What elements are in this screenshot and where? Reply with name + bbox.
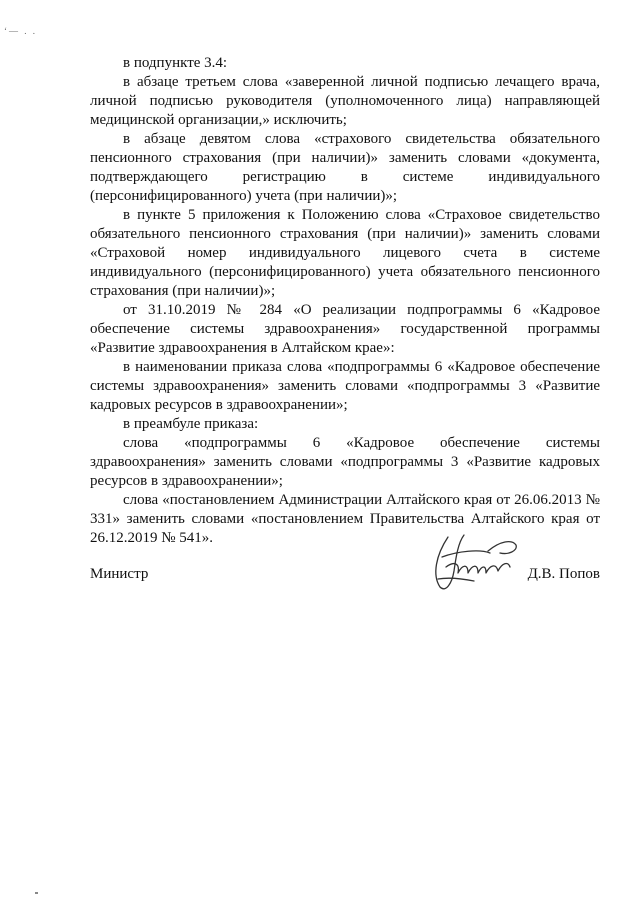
- signature-block: [90, 563, 600, 591]
- paragraph-6: в наименовании приказа слова «подпрограммы 6 «Кадровое обеспечение системы здравоохранения» заменить словами «подпрограммы 3 «Развитие кадровых ресурсов в здравоохранении»;: [90, 359, 600, 413]
- scan-artifact-marks: ‘— . .: [4, 26, 37, 36]
- paragraph-8: слова «подпрограммы 6 «Кадровое обеспечение системы здравоохранения» заменить словами «подпрограммы 3 «Развитие кадровых ресурсов в здравоохранении»;: [90, 435, 600, 489]
- paragraph-1: в подпункте 3.4:: [123, 55, 228, 71]
- signer-title: Министр: [90, 566, 149, 582]
- document-body: [90, 54, 600, 548]
- paragraph-5: от 31.10.2019 № 284 «О реализации подпрограммы 6 «Кадровое обеспечение системы здравоохранения» государственной программы «Развитие здравоохранения в Алтайском крае»:: [90, 302, 600, 356]
- paragraph-3: в абзаце девятом слова «страхового свидетельства обязательного пенсионного страхования (при наличии)» заменить словами «документа, подтверждающего регистрацию в системе индивидуального (персонифицированного) учета (при наличии)»;: [90, 131, 600, 204]
- paragraph-4: в пункте 5 приложения к Положению слова «Страховое свидетельство обязательного пенсионного страхования (при наличии)» заменить словами «Страховой номер индивидуального лицевого счета в системе индивидуального (персонифицированного) учета обязательного пенсионного страхования (при наличии)»;: [90, 207, 600, 299]
- scan-speck: [35, 892, 38, 894]
- paragraph-9: слова «постановлением Администрации Алтайского края от 26.06.2013 № 331» заменить словами «постановлением Правительства Алтайского края от 26.12.2019 № 541».: [90, 492, 600, 546]
- handwritten-signature: [428, 527, 528, 597]
- signer-name: Д.В. Попов: [527, 566, 600, 582]
- paragraph-7: в преамбуле приказа:: [123, 416, 259, 432]
- paragraph-2: в абзаце третьем слова «заверенной личной подписью лечащего врача, личной подписью руководителя (уполномоченного лица) направляющей медицинской организации,» исключить;: [90, 74, 600, 128]
